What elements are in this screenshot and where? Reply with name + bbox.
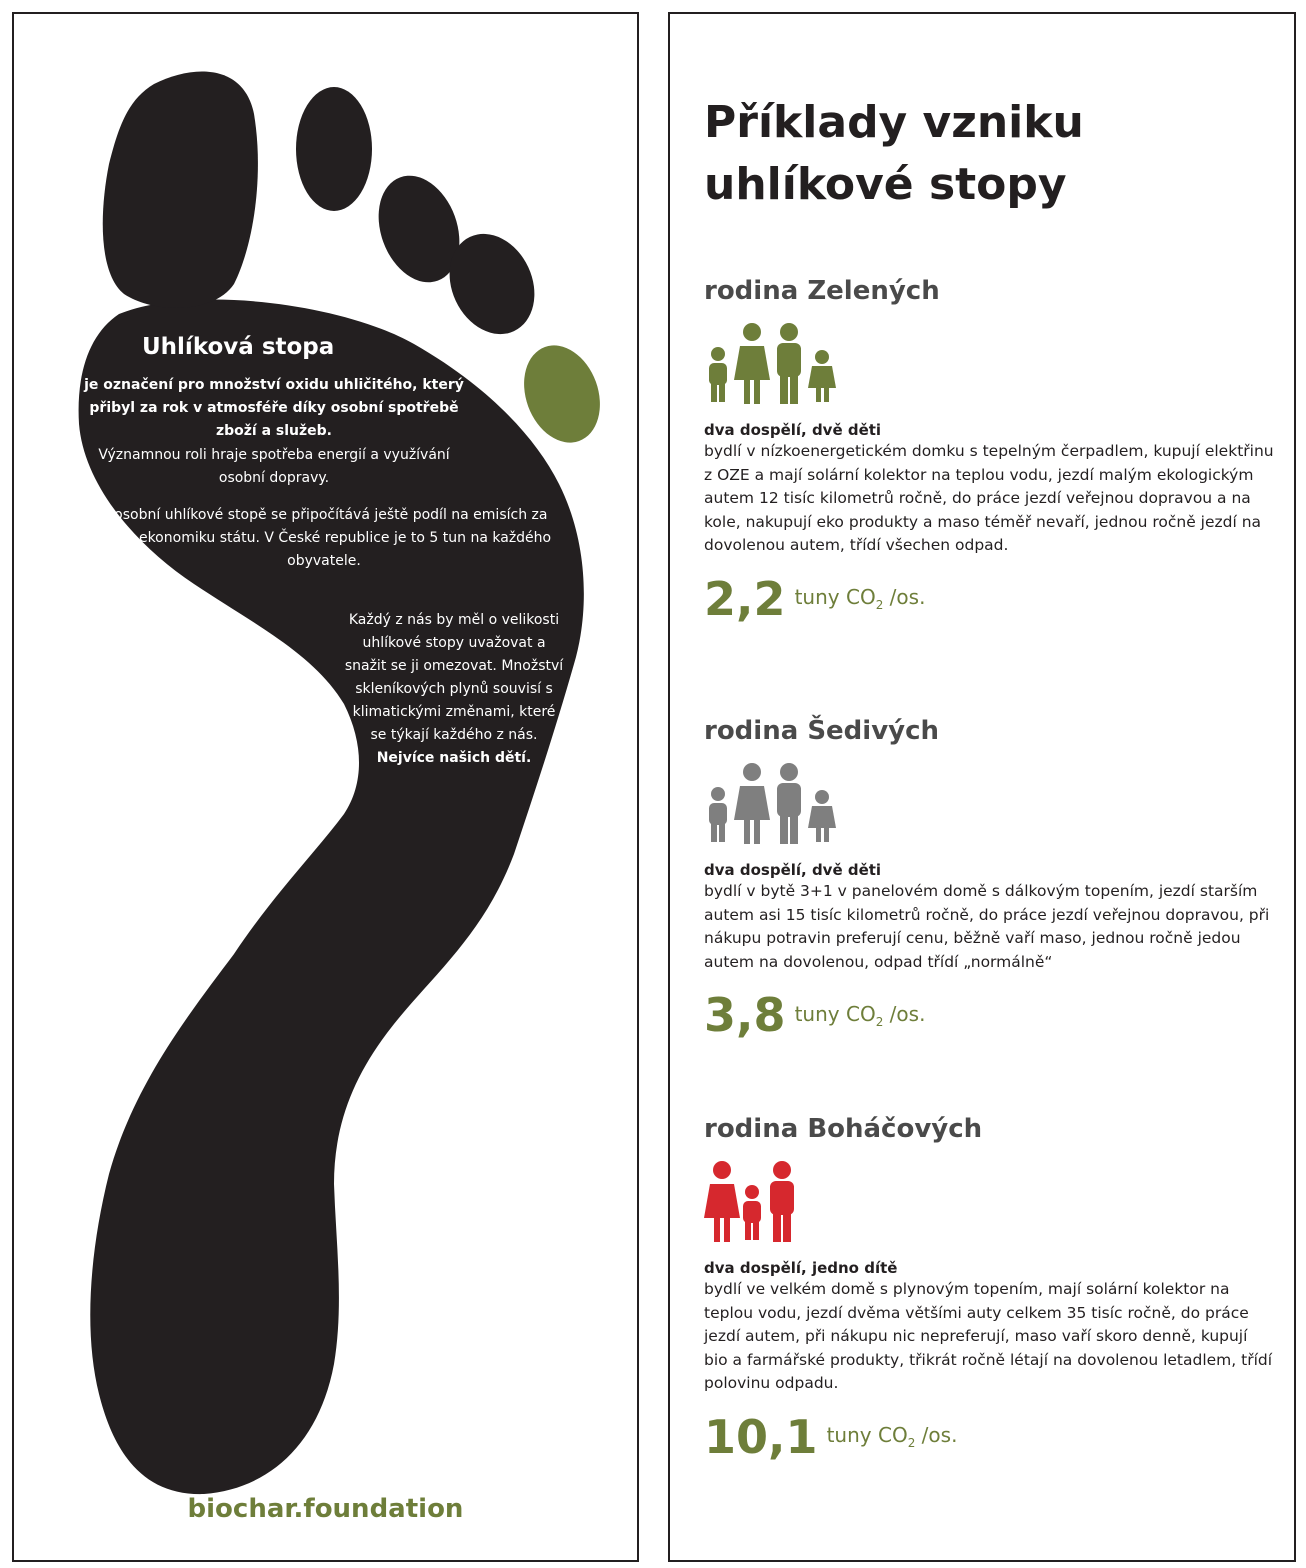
footprint-value: 3,8	[704, 988, 786, 1042]
unit-subscript: 2	[875, 598, 884, 612]
unit-suffix: /os.	[915, 1423, 958, 1447]
family-members: dva dospělí, jedno dítě	[704, 1259, 898, 1277]
definition-title: Uhlíková stopa	[142, 334, 335, 360]
footprint-toe-2	[296, 87, 372, 211]
definition-bold-text: je označení pro množství oxidu uhličitého, který přibyl za rok v atmosféře díky osobní spotřebě zboží a služeb.	[84, 377, 464, 439]
footprint-result	[704, 1410, 1274, 1464]
unit-text: tuny CO	[794, 1001, 876, 1026]
footprint-result	[704, 988, 1274, 1042]
family-name: rodina Šedivých	[704, 716, 940, 746]
examples-panel	[668, 12, 1296, 1562]
family-card	[704, 276, 1274, 626]
family-three-red-icon	[704, 1158, 804, 1242]
footprint-unit	[826, 1423, 958, 1450]
family-members: dva dospělí, dvě děti	[704, 861, 882, 879]
family-four-green-icon	[704, 320, 844, 404]
footprint-unit	[794, 1001, 926, 1029]
footprint-result	[704, 572, 1274, 626]
family-description: bydlí v bytě 3+1 v panelovém domě s dálkovým topením, jezdí starším autem asi 15 tisíc kilometrů ročně, do práce jezdí veřejnou dopravou, při nákupu potravin preferují cenu, běžně vaří maso, jednou ročně jedou autem na dovolenou, odpad třídí „normálně“	[704, 882, 1270, 971]
unit-suffix: /os.	[883, 1001, 926, 1026]
paragraph-call-to-action-bold: Nejvíce našich dětí.	[376, 750, 532, 766]
paragraph-call-to-action-text: Každý z nás by měl o velikosti uhlíkové stopy uvažovat a snažit se ji omezovat. Množství skleníkových plynů souvisí s klimatickými změnami, které se týkají každého z nás.	[344, 612, 564, 743]
footprint-value: 2,2	[704, 571, 786, 626]
footprint-panel	[12, 12, 639, 1562]
family-name: rodina Zelených	[704, 276, 940, 306]
unit-text: tuny CO	[794, 585, 876, 609]
family-description: bydlí v nízkoenergetickém domku s tepelným čerpadlem, kupují elektřinu z OZE a mají solární kolektor na teplou vodu, jezdí malým ekologickým autem 12 tisíc kilometrů ročně, do práce jezdí veřejnou dopravou a na kole, nakupují eko produkty a maso téměř nevaří, jednou ročně jezdí na dovolenou autem, třídí všechen odpad.	[704, 442, 1274, 554]
family-card	[704, 1114, 1274, 1464]
paragraph-call-to-action	[344, 609, 564, 770]
family-description: bydlí ve velkém domě s plynovým topením, mají solární kolektor na teplou vodu, jezdí dvěma většími auty celkem 35 tisíc ročně, do práce jezdí autem, při nákupu nic nepreferují, maso vaří skoro denně, kupují bio a farmářské produkty, třikrát ročně létají na dovolenou letadlem, třídí polovinu odpadu.	[704, 1280, 1273, 1392]
footprint-unit	[794, 585, 926, 612]
definition-text: Významnou roli hraje spotřeba energií a využívání osobní dopravy.	[98, 447, 450, 486]
paragraph-national-share: K osobní uhlíkové stopě se připočítává ještě podíl na emisích za celou ekonomiku státu. V České republice je to 5 tun na každého obyvatele.	[96, 507, 552, 569]
unit-text: tuny CO	[826, 1423, 908, 1447]
unit-subscript: 2	[875, 1014, 884, 1029]
family-members: dva dospělí, dvě děti	[704, 421, 882, 439]
unit-suffix: /os.	[883, 585, 926, 609]
unit-subscript: 2	[907, 1436, 916, 1450]
footprint-illustration	[14, 14, 637, 1560]
brand-link[interactable]: biochar.foundation	[187, 1494, 464, 1524]
family-card	[704, 716, 1274, 1042]
footprint-toe-1	[103, 72, 258, 308]
footprint-value: 10,1	[704, 1409, 818, 1464]
family-four-grey-icon	[704, 760, 844, 844]
family-name: rodina Boháčových	[704, 1114, 983, 1144]
page-title: Příklady vzniku uhlíkové stopy	[704, 97, 1084, 210]
